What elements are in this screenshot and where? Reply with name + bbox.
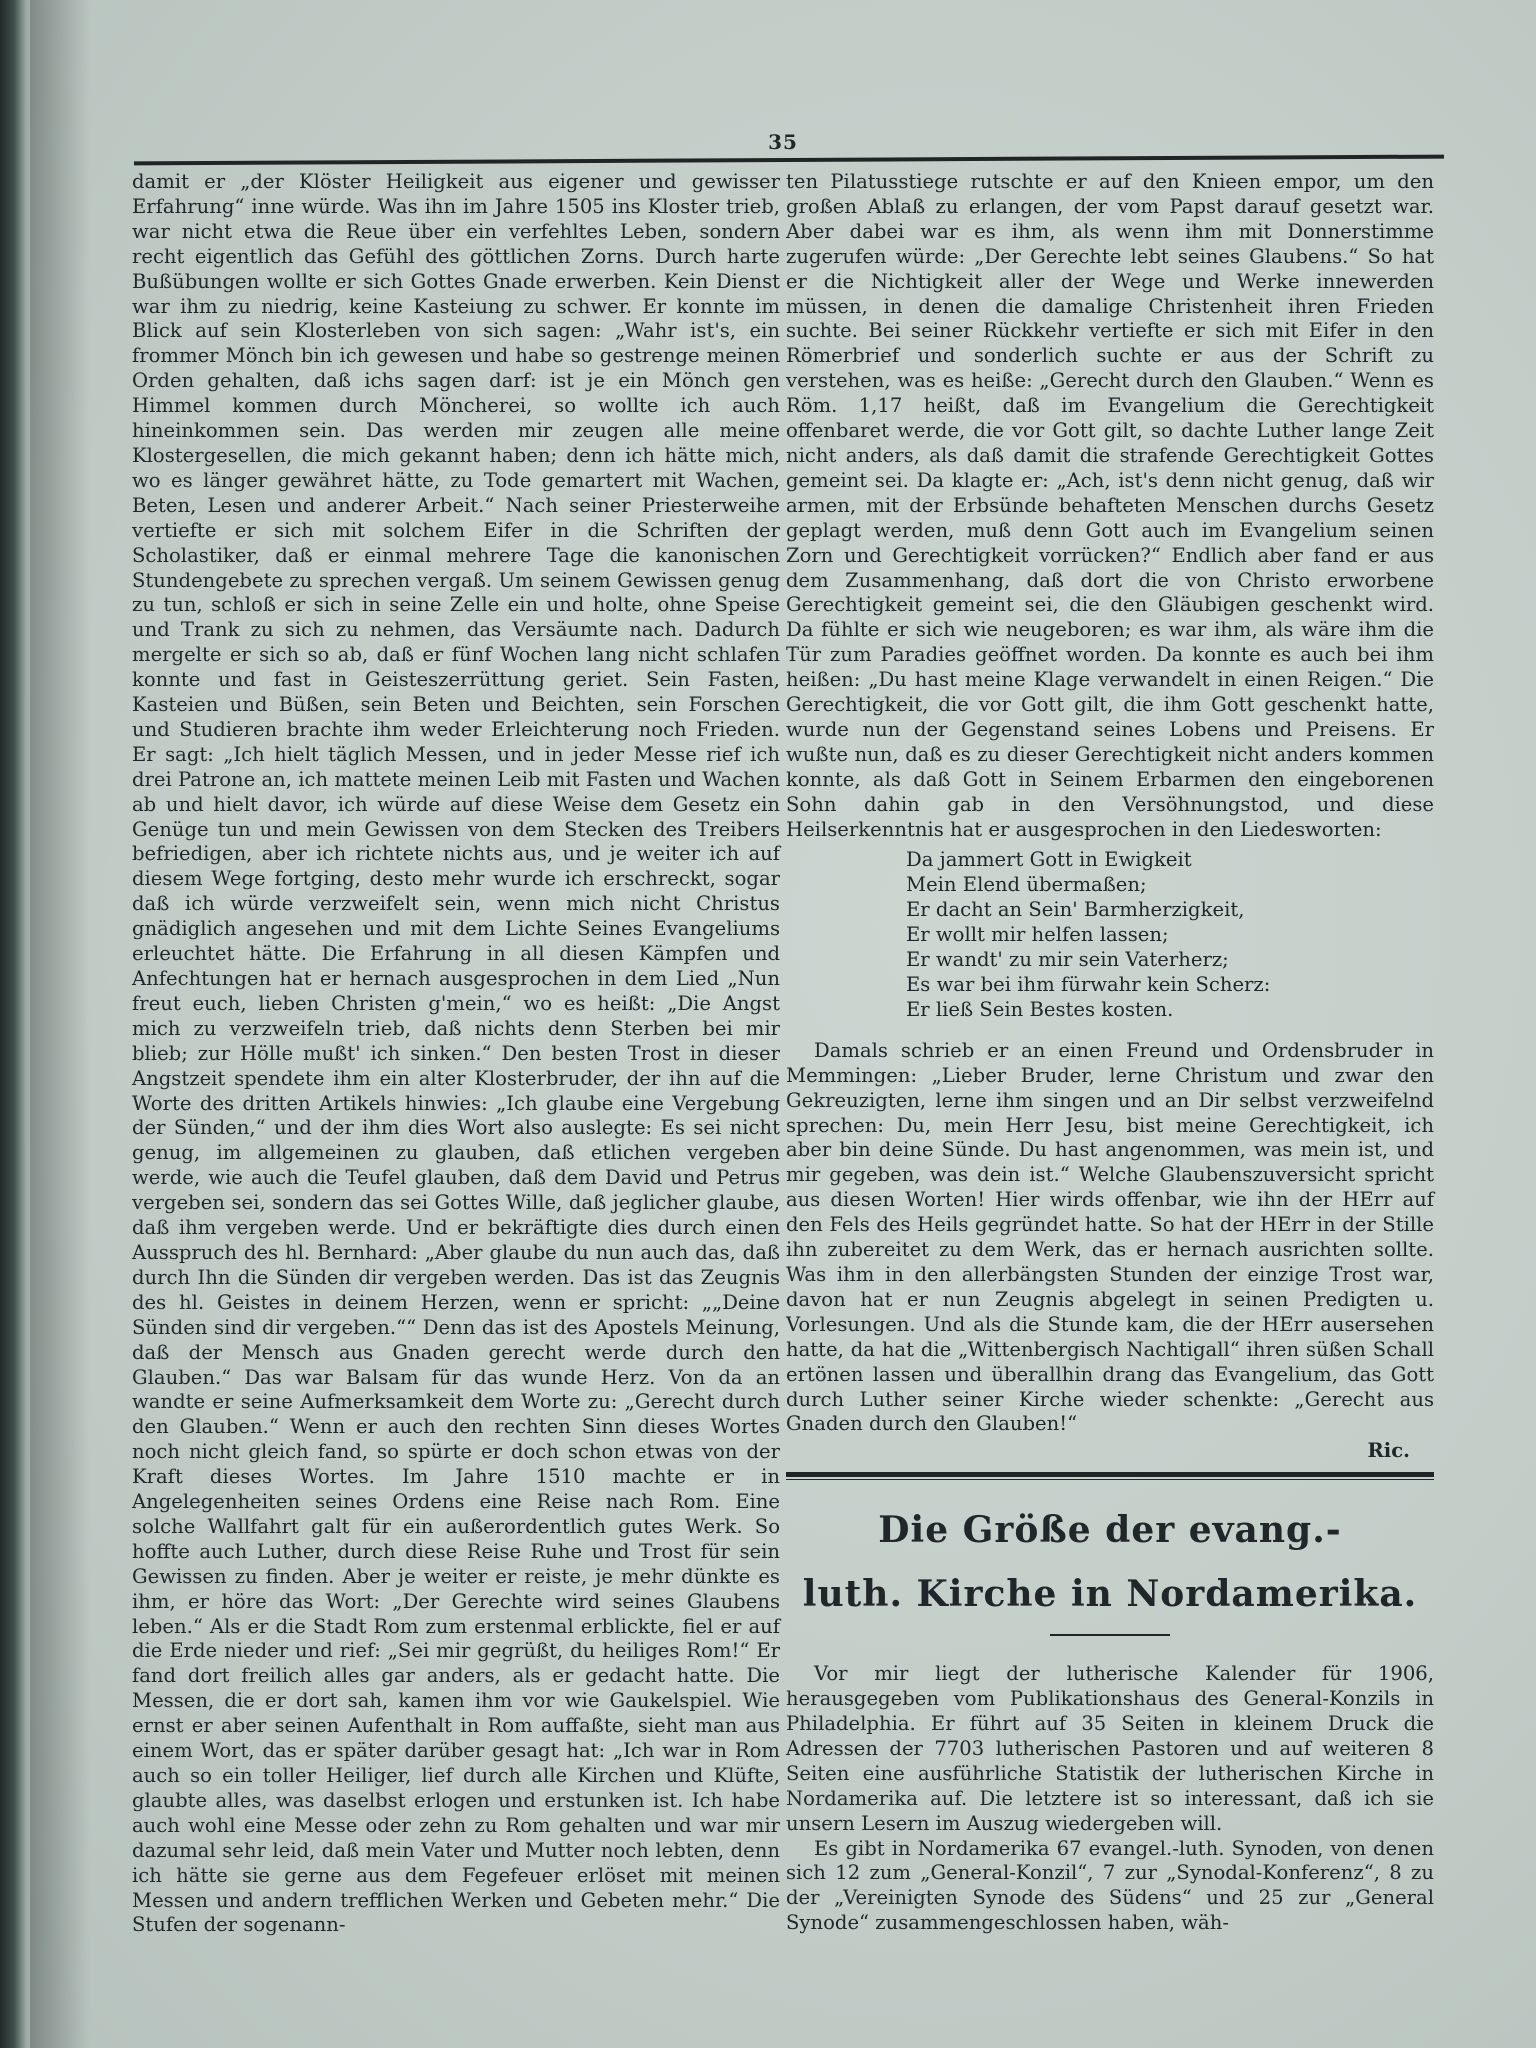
- poem-line: Er ließ Sein Bestes kosten.: [906, 997, 1174, 1021]
- hymn-verse: [906, 848, 1434, 1022]
- author-signature: Ric.: [1367, 1439, 1410, 1463]
- left-column-text: damit er „der Klöster Heiligkeit aus eigener und gewisser Erfahrung“ inne würde. Was ihn im Jahre 1505 ins Kloster trieb, war nicht etwa die Reue über ein verfehltes Leben, sondern recht eigentlich das Gefühl des göttlichen Zorns. Durch harte Bußübungen wollte er sich Gottes Gnade erwerben. Kein Dienst war ihm zu niedrig, keine Kasteiung zu schwer. Er konnte im Blick auf sein Klosterleben von sich sagen: „Wahr ist's, ein frommer Mönch bin ich gewesen und habe so gestrenge meinen Orden gehalten, daß ichs sagen darf: ist je ein Mönch gen Himmel kommen durch Möncherei, so wollte ich auch hineinkommen sein. Das werden mir zeugen alle meine Klostergesellen, die mich gekannt haben; denn ich hätte mich, wo es länger gewähret hätte, zu Tode gemartert mit Wachen, Beten, Lesen und anderer Arbeit.“ Nach seiner Priesterweihe vertiefte er sich mit solchem Eifer in die Schriften der Scholastiker, daß er einmal mehrere Tage die kanonischen Stundengebete zu sprechen vergaß. Um seinem Gewissen genug zu tun, schloß er sich in seine Zelle ein und holte, ohne Speise und Trank zu sich zu nehmen, das Versäumte nach. Dadurch mergelte er sich so ab, daß er fünf Wochen lang nicht schlafen konnte und fast in Geisteszerrüttung geriet. Sein Fasten, Kasteien und Büßen, sein Beten und Beichten, sein Forschen und Studieren brachte ihm weder Erleichterung noch Frieden. Er sagt: „Ich hielt täglich Messen, und in jeder Messe rief ich drei Patrone an, ich mattete meinen Leib mit Fasten und Wachen ab und hielt davor, ich würde auf diese Weise dem Gesetz ein Genüge tun und mein Gewissen von dem Stecken des Treibers befriedigen, aber ich richtete nichts aus, und je weiter ich auf diesem Wege fortging, desto mehr wurde ich erschreckt, sogar daß ich würde verzweifelt sein, wenn mich nicht Christus gnädiglich angesehen und mit dem Lichte Seines Evangeliums erleuchtet hätte. Die Erfahrung in all diesen Kämpfen und Anfechtungen hat er hernach ausgesprochen in dem Lied „Nun freut euch, lieben Christen g'mein,“ wo es heißt: „Die Angst mich zu verzweifeln trieb, daß nichts denn Sterben bei mir blieb; zur Hölle mußt' ich sinken.“ Den besten Trost in dieser Angstzeit spendete ihm ein alter Klosterbruder, der ihn auf die Worte des dritten Artikels hinwies: „Ich glaube eine Vergebung der Sünden,“ und der ihm dies Wort also auslegte: Es sei nicht genug, im allgemeinen zu glauben, daß etlichen vergeben werde, wie auch die Teufel glauben, daß dem David und Petrus vergeben sei, sondern das sei Gottes Wille, daß jeglicher glaube, daß ihm vergeben werde. Und er bekräftigte dies durch einen Ausspruch des hl. Bernhard: „Aber glaube du nun auch das, daß durch Ihn die Sünden dir vergeben werden. Das ist das Zeugnis des hl. Geistes in deinem Herzen, wenn er spricht: „„Deine Sünden sind dir vergeben.““ Denn das ist des Apostels Meinung, daß der Mensch aus Gnaden gerecht werde durch den Glauben.“ Das war Balsam für das wunde Herz. Von da an wandte er seine Aufmerksamkeit dem Worte zu: „Gerecht durch den Glauben.“ Wenn er auch den rechten Sinn dieses Wortes noch nicht gleich fand, so spürte er doch schon etwas von der Kraft dieses Wortes. Im Jahre 1510 machte er in Angelegenheiten seines Ordens eine Reise nach Rom. Eine solche Wallfahrt galt für ein außerordentlich gutes Werk. So hoffte auch Luther, durch diese Reise Ruhe und Trost für sein Gewissen zu finden. Aber je weiter er reiste, je mehr dünkte es ihm, er höre das Wort: „Der Gerechte wird seines Glaubens leben.“ Als er die Stadt Rom zum erstenmal erblickte, fiel er auf die Erde nieder und rief: „Sei mir gegrüßt, du heiliges Rom!“ Er fand dort freilich alles gar anders, als er gedacht hatte. Die Messen, die er dort sah, kamen ihm vor wie Gaukelspiel. Wie ernst er aber seinen Aufenthalt in Rom auffaßte, sieht man aus einem Wort, das er später darüber gesagt hat: „Ich war in Rom auch so ein toller Heiliger, lief durch alle Kirchen und Klüfte, glaubte alles, was daselbst erlogen und erstunken ist. Ich habe auch wohl eine Messe oder zehn zu Rom gehalten und war mir dazumal sehr leid, daß mein Vater und Mutter noch lebten, denn ich hätte sie gerne aus dem Fegefeuer erlöset mit meinen Messen und andern trefflichen Werken und Gebeten mehr.“ Die Stufen der sogenann-: [132, 170, 780, 1937]
- poem-line: Er wandt' zu mir sein Vaterherz;: [906, 948, 1229, 972]
- continuation-paragraph: ten Pilatusstiege rutschte er auf den Knieen empor, um den großen Ablaß zu erlangen, der vom Papst darauf gesetzt war. Aber dabei war es ihm, als wenn ihm mit Donnerstimme zugerufen würde: „Der Gerechte lebt seines Glaubens.“ So hat er die Nichtigkeit aller der Wege und Werke innewerden müssen, in denen die damalige Christenheit ihren Frieden suchte. Bei seiner Rückkehr vertiefte er sich mit Eifer in den Römerbrief und sonderlich suchte er aus der Schrift zu verstehen, was es heiße: „Gerecht durch den Glauben.“ Wenn es Röm. 1,17 heißt, daß im Evangelium die Gerechtigkeit offenbaret werde, die vor Gott gilt, so dachte Luther lange Zeit nicht anders, als daß damit die strafende Gerechtigkeit Gottes gemeint sei. Da klagte er: „Ach, ist's denn nicht genug, daß wir armen, mit der Erbsünde behafteten Menschen durchs Gesetz geplagt werden, muß denn Gott auch im Evangelium seinen Zorn und Gerechtigkeit vorrücken?“ Endlich aber fand er aus dem Zusammenhang, daß dort die von Christo erworbene Gerechtigkeit gemeint sei, die den Gläubigen geschenkt wird. Da fühlte er sich wie neugeboren; es war ihm, als wäre ihm die Tür zum Paradies geöffnet worden. Da konnte es auch bei ihm heißen: „Du hast meine Klage verwandelt in einen Reigen.“ Die Gerechtigkeit, die vor Gott gilt, die ihm Gott geschenkt hatte, wurde nun der Gegenstand seines Lobens und Preisens. Er wußte nun, daß es zu dieser Gerechtigkeit nicht anders kommen konnte, als daß Gott in Seinem Erbarmen den eingeborenen Sohn dahin gab in den Versöhnungstod, und diese Heilserkenntnis hat er ausgesprochen in den Liedesworten:: [786, 170, 1434, 841]
- header-rule: [134, 155, 1444, 166]
- poem-line: Es war bei ihm fürwahr kein Scherz:: [906, 973, 1271, 996]
- poem-line: Er wollt mir helfen lassen;: [906, 923, 1169, 947]
- article-paragraph: Vor mir liegt der lutherische Kalender für 1906, herausgegeben vom Publikationshaus des General-Konzils in Philadelphia. Er führt auf 35 Seiten in kleinem Druck die Adressen der 7703 lutherischen Pastoren und auf weiteren 8 Seiten eine ausführliche Statistik der lutherischen Kirche in Nordamerika auf. Die letztere ist so interessant, daß ich sie unsern Lesern im Auszug wiedergeben will.: [786, 1662, 1434, 1835]
- section-divider: [786, 1472, 1434, 1480]
- article-heading: [786, 1498, 1434, 1626]
- poem-line: Da jammert Gott in Ewigkeit: [906, 848, 1192, 872]
- right-column: [786, 170, 1434, 1936]
- poem-line: Mein Elend übermaßen;: [906, 873, 1147, 897]
- newspaper-page: [30, 0, 1536, 2048]
- binding-shadow: [30, 0, 90, 2048]
- page-number: 35: [768, 130, 798, 154]
- heading-line: luth. Kirche in Nordamerika.: [802, 1573, 1418, 1616]
- after-poem-paragraph: Damals schrieb er an einen Freund und Ordensbruder in Memmingen: „Lieber Bruder, lerne Christum und zwar den Gekreuzigten, lerne ihm singen und an Dir selbst verzweifelnd sprechen: Du, mein Herr Jesu, bist meine Gerechtigkeit, ich aber bin deine Sünde. Du hast angenommen, was mein ist, und mir gegeben, was dein ist.“ Welche Glaubenszuversicht spricht aus diesen Worten! Hier wirds offenbar, wie ihn der HErr auf den Fels des Heils gegründet hatte. So hat der HErr in der Stille ihn zubereitet zu dem Werk, das er hernach ausrichten sollte. Was ihm in den allerbängsten Stunden der einzige Trost war, davon hat er nun Zeugnis abgelegt in seinen Predigten u. Vorlesungen. Und als die Stunde kam, die der HErr ausersehen hatte, da hat die „Wittenbergisch Nachtigall“ ihren süßen Schall ertönen lassen und überallhin drang das Evangelium, das Gott durch Luther seiner Kirche wieder schenkte: „Gerecht aus Gnaden durch den Glauben!“: [786, 1038, 1434, 1436]
- heading-line: Die Größe der evang.-: [878, 1509, 1342, 1552]
- poem-line: Er dacht an Sein' Barmherzigkeit,: [906, 898, 1245, 922]
- heading-rule: [1050, 1634, 1170, 1636]
- left-column: [132, 170, 780, 1938]
- article-paragraph: Es gibt in Nordamerika 67 evangel.-luth. Synoden, von denen sich 12 zum „General-Konzil“, 7 zur „Synodal-Konferenz“, 8 zu der „Vereinigten Synode des Südens“ und 25 zur „General Synode“ zusammengeschlossen haben, wäh-: [786, 1836, 1434, 1935]
